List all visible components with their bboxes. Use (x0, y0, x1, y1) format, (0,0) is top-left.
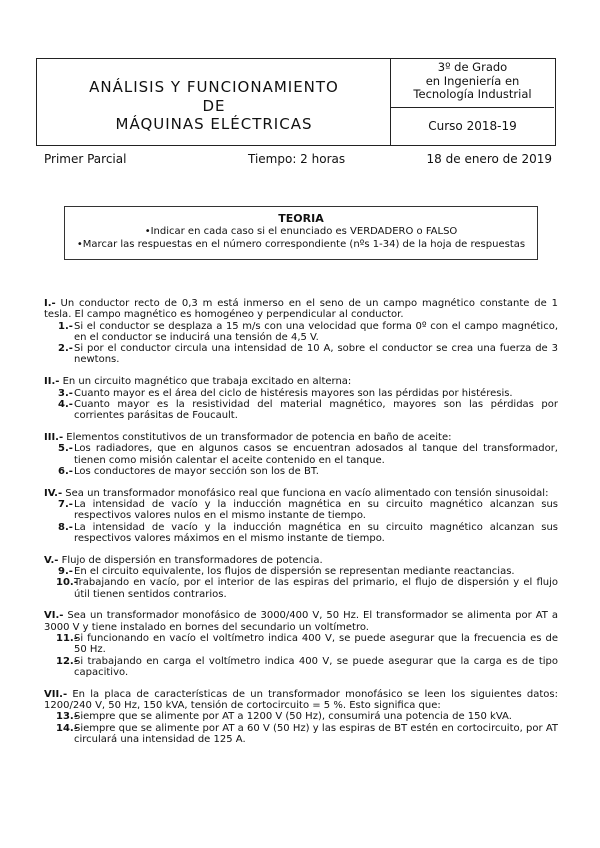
question-text: Cuanto mayor es el área del ciclo de histéresis mayores son las pérdidas por histéresis. (74, 387, 513, 399)
group-number: III.- (44, 431, 64, 443)
group-text: Sea un transformador monofásico de 3000/400 V, 50 Hz. El transformador se alimenta por AT a 3000 V y tiene instalado en bornes del secundario un voltímetro. (44, 610, 558, 633)
question-item (44, 321, 558, 344)
question-text: Trabajando en vacío, por el interior de las espiras del primario, el flujo de dispersión y el flujo útil tienen sentidos contrarios. (74, 577, 558, 600)
question-text: Si por el conductor circula una intensidad de 10 A, sobre el conductor se crea una fuerza de 3 newtons. (74, 343, 558, 366)
question-group-statement (44, 298, 558, 321)
question-group-statement (44, 432, 558, 443)
instruction-line: •Indicar en cada caso si el enunciado es VERDADERO o FALSO (144, 226, 458, 237)
instructions-box (64, 206, 538, 260)
group-number: VII.- (44, 688, 68, 700)
question-number: 5.- (58, 443, 73, 455)
group-text: Elementos constitutivos de un transformador de potencia en baño de aceite: (63, 431, 452, 443)
question-text: Los radiadores, que en algunos casos se encuentran adosados al tanque del transformador, tienen como misión calentar el aceite contenido en el tanque. (74, 443, 558, 466)
question-number: 11.- (56, 632, 78, 644)
question-group (44, 488, 558, 544)
group-text: Un conductor recto de 0,3 m está inmerso en el seno de un campo magnético constante de 1 tesla. El campo magnético es homogéneo y perpendicular al conductor. (44, 298, 558, 321)
course-title-line-2: DE (202, 97, 226, 115)
question-number: 6.- (58, 465, 73, 477)
question-text: Si trabajando en carga el voltímetro indica 400 V, se puede asegurar que la carga es de tipo capacitivo. (74, 655, 558, 678)
question-text: La intensidad de vacío y la inducción magnética en su circuito magnético alcanzan sus respectivos valores nulos en el mismo instante de tiempo. (74, 498, 558, 522)
question-number: 3.- (58, 387, 73, 399)
question-text: Siempre que se alimente por AT a 60 V (50 Hz) y las espiras de BT estén en cortocircuito, por AT circulará una intensidad de 125 A. (74, 722, 558, 745)
question-group-statement (44, 689, 558, 712)
exam-header (36, 58, 556, 146)
question-item (44, 399, 558, 422)
course-title-cell (37, 59, 391, 145)
group-text: Flujo de dispersión en transformadores de potencia. (58, 554, 323, 566)
question-text: Si el conductor se desplaza a 15 m/s con una velocidad que forma 0º con el campo magnético, en el conductor se inducirá una tensión de 4,5 V. (74, 320, 558, 343)
question-text: En el circuito equivalente, los flujos de dispersión se representan mediante reactancias. (74, 565, 515, 577)
question-item (44, 499, 558, 522)
question-item (44, 577, 558, 600)
group-number: VI.- (44, 610, 64, 622)
question-text: Si funcionando en vacío el voltímetro indica 400 V, se puede asegurar que la frecuencia es de 50 Hz. (74, 632, 558, 656)
question-item (44, 656, 558, 679)
degree-line-1: 3º de Grado (437, 60, 508, 74)
question-text: Siempre que se alimente por AT a 1200 V (50 Hz), consumirá una potencia de 150 kVA. (74, 711, 512, 723)
group-number: V.- (44, 554, 59, 566)
exam-duration: Tiempo: 2 horas (248, 152, 346, 166)
group-number: IV.- (44, 487, 63, 499)
question-text: Cuanto mayor es la resistividad del material magnético, mayores son las pérdidas por corrientes parásitas de Foucault. (74, 398, 558, 422)
question-group (44, 689, 558, 745)
question-number: 10.- (56, 577, 78, 589)
exam-date: 18 de enero de 2019 (426, 152, 552, 166)
question-number: 12.- (56, 655, 78, 667)
degree-line-3: Tecnología Industrial (413, 87, 532, 101)
question-number: 2.- (58, 343, 73, 355)
question-group-statement (44, 488, 558, 499)
degree-cell (391, 59, 554, 108)
course-title-line-3: MÁQUINAS ELÉCTRICAS (115, 115, 313, 133)
exam-name: Primer Parcial (44, 152, 127, 166)
group-text: Sea un transformador monofásico real que funciona en vacío alimentado con tensión sinusoidal: (62, 487, 549, 499)
instructions-title: TEORIA (278, 212, 324, 225)
group-text: En la placa de características de un transformador monofásico se leen los siguientes datos: 1200/240 V, 50 Hz, 150 kVA, tensión de cortocircuito = 5 %. Esto significa que: (44, 688, 558, 711)
instruction-line: •Marcar las respuestas en el número correspondiente (nºs 1-34) de la hoja de respuestas (76, 239, 526, 250)
question-number: 4.- (58, 398, 73, 410)
question-text: La intensidad de vacío y la inducción magnética en su circuito magnético alcanzan sus respectivos valores máximos en el mismo instante de tiempo. (74, 521, 558, 544)
question-item (44, 633, 558, 656)
question-item (44, 343, 558, 366)
course-title-line-1: ANÁLISIS Y FUNCIONAMIENTO (89, 78, 339, 96)
question-group (44, 298, 558, 366)
question-number: 1.- (58, 320, 73, 332)
question-item (44, 566, 558, 577)
question-item (44, 522, 558, 545)
question-number: 9.- (58, 565, 73, 577)
group-text: En un circuito magnético que trabaja excitado en alterna: (59, 376, 352, 388)
question-number: 7.- (58, 498, 73, 510)
question-group (44, 555, 558, 600)
question-item (44, 443, 558, 466)
question-item (44, 723, 558, 746)
question-group-statement (44, 555, 558, 566)
question-group (44, 610, 558, 678)
degree-line-2: en Ingeniería en (425, 73, 520, 88)
question-number: 14.- (56, 722, 78, 734)
question-group (44, 432, 558, 477)
question-group (44, 376, 558, 421)
course-year: Curso 2018-19 (428, 119, 517, 133)
question-text: Los conductores de mayor sección son los de BT. (74, 465, 319, 477)
question-item (44, 711, 558, 722)
question-item (44, 388, 558, 399)
question-group-statement (44, 376, 558, 387)
question-list (44, 298, 558, 756)
question-group-statement (44, 610, 558, 633)
question-number: 8.- (58, 521, 73, 533)
question-number: 13.- (56, 711, 78, 723)
group-number: II.- (44, 376, 60, 388)
question-item (44, 466, 558, 477)
group-number: I.- (44, 298, 56, 309)
